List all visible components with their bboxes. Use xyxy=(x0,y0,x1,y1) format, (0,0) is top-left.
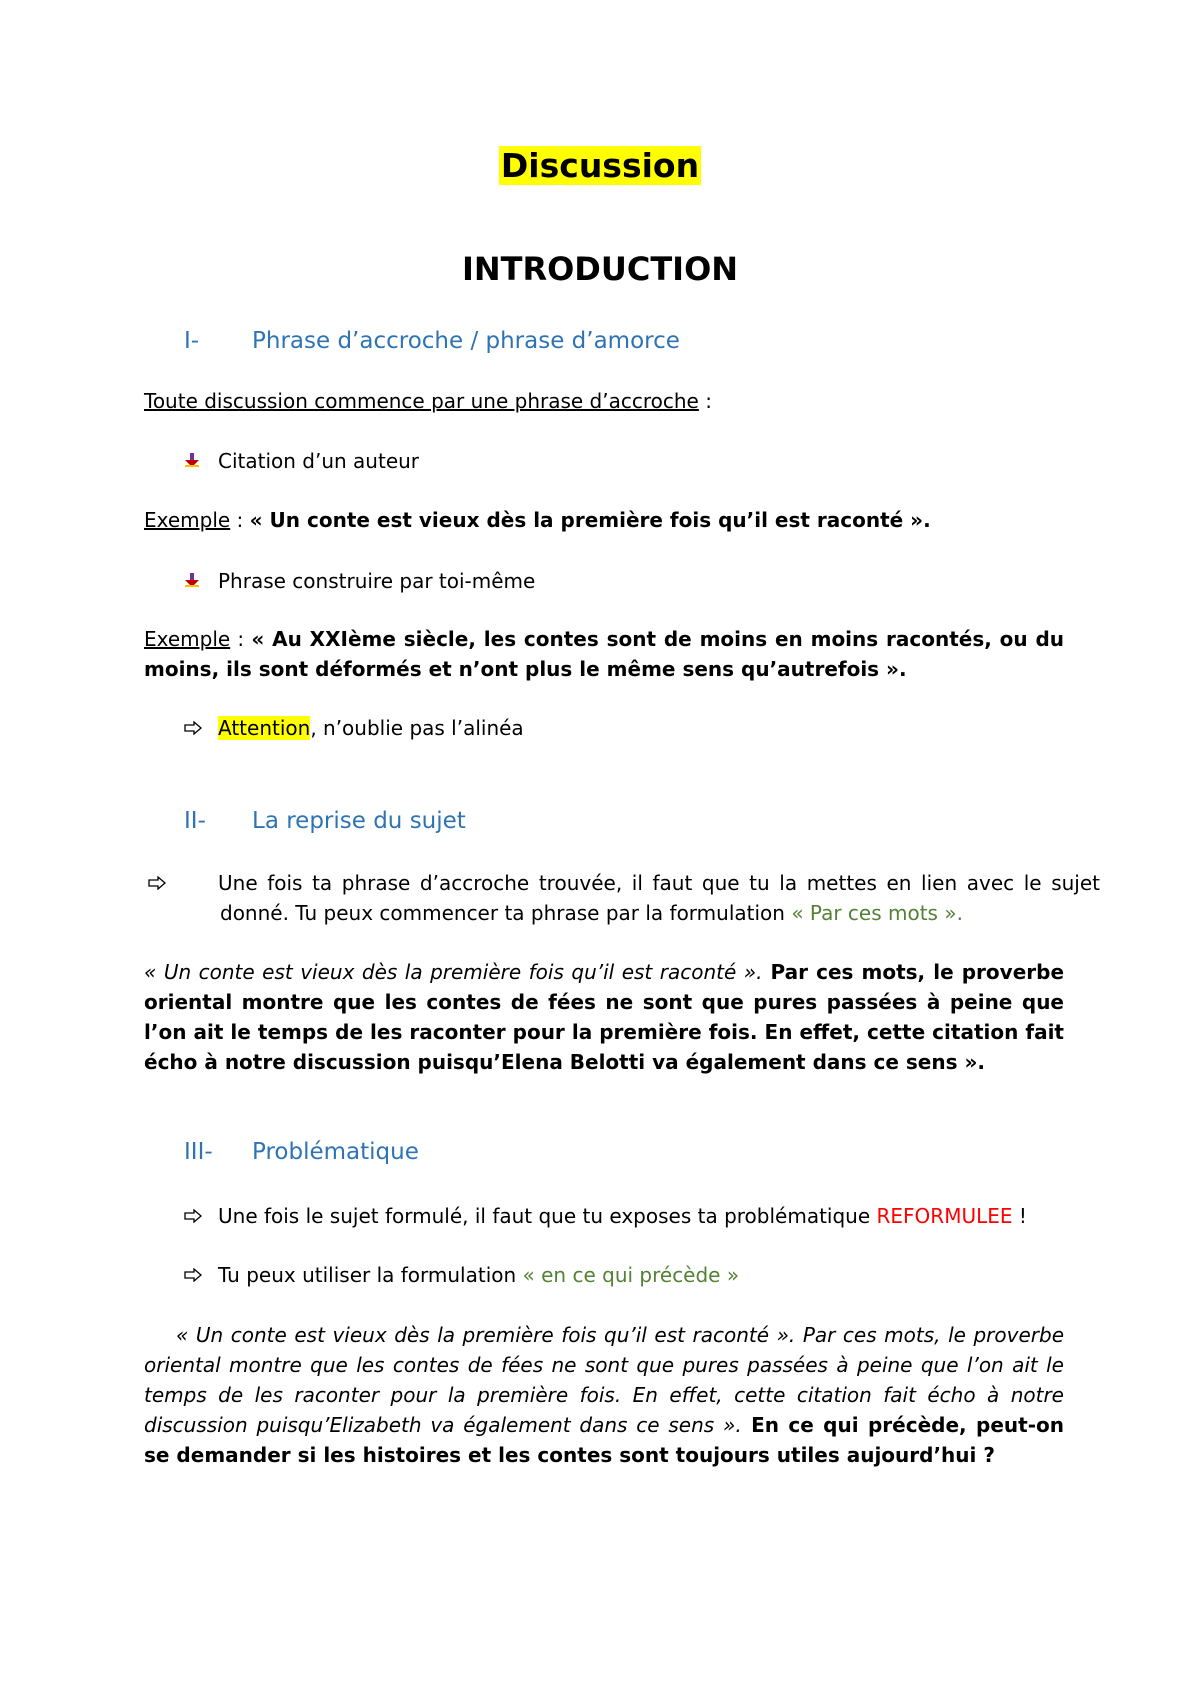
arrow-down-bullet-icon xyxy=(184,566,218,596)
reprise-instruction: Une fois ta phrase d’accroche trouvée, il faut que tu la mettes en lien avec le sujet donné. Tu peux commencer ta phrase par la formulation « Par ces mots ». xyxy=(184,868,1100,928)
section-3-heading: III- Problématique xyxy=(184,1139,419,1165)
attention-note: Attention, n’oublie pas l’alinéa xyxy=(184,713,524,743)
problematique-instruction-2: Tu peux utiliser la formulation « en ce qui précède » xyxy=(184,1260,739,1290)
reprise-example-paragraph: « Un conte est vieux dès la première fois qu’il est raconté ». Par ces mots, le proverbe oriental montre que les contes de fées ne sont que pures passées à peine que l’on ait le temps de les raconter pour la première fois. En effet, cette citation fait écho à notre discussion puisqu’Elena Belotti va également dans ce sens ». xyxy=(144,960,1065,1074)
section-intro-heading: INTRODUCTION xyxy=(461,250,739,288)
example-2: Exemple : « Au XXIème siècle, les contes sont de moins en moins racontés, ou du moins, ils sont déformés et n’ont plus le même sens qu’autrefois ». xyxy=(144,627,1065,681)
right-arrow-outline-icon xyxy=(184,713,218,743)
bullet-item-1: Citation d’un auteur xyxy=(184,446,419,476)
problematique-example-paragraph: « Un conte est vieux dès la première fois qu’il est raconté ». Par ces mots, le proverbe oriental montre que les contes de fées ne sont que pures passées à peine que l’on ait le temps de les raconter pour la première fois. En effet, cette citation fait écho à notre discussion puisqu’Elizabeth va également dans ce sens ». En ce qui précède, peut-on se demander si les histoires et les contes sont toujours utiles aujourd’hui ? xyxy=(144,1323,1064,1467)
example-1: Exemple : « Un conte est vieux dès la première fois qu’il est raconté ». xyxy=(144,508,931,532)
right-arrow-outline-icon xyxy=(184,868,218,898)
section-1-heading: I- Phrase d’accroche / phrase d’amorce xyxy=(184,328,680,354)
lead-sentence: Toute discussion commence par une phrase d’accroche : xyxy=(144,389,712,413)
document-title: Discussion xyxy=(500,146,700,185)
arrow-down-bullet-icon xyxy=(184,446,218,476)
bullet-item-2: Phrase construire par toi-même xyxy=(184,566,535,596)
section-2-heading: II- La reprise du sujet xyxy=(184,808,466,834)
right-arrow-outline-icon xyxy=(184,1260,218,1290)
right-arrow-outline-icon xyxy=(184,1201,218,1231)
problematique-instruction-1: Une fois le sujet formulé, il faut que tu exposes ta problématique REFORMULEE ! xyxy=(184,1201,1027,1231)
